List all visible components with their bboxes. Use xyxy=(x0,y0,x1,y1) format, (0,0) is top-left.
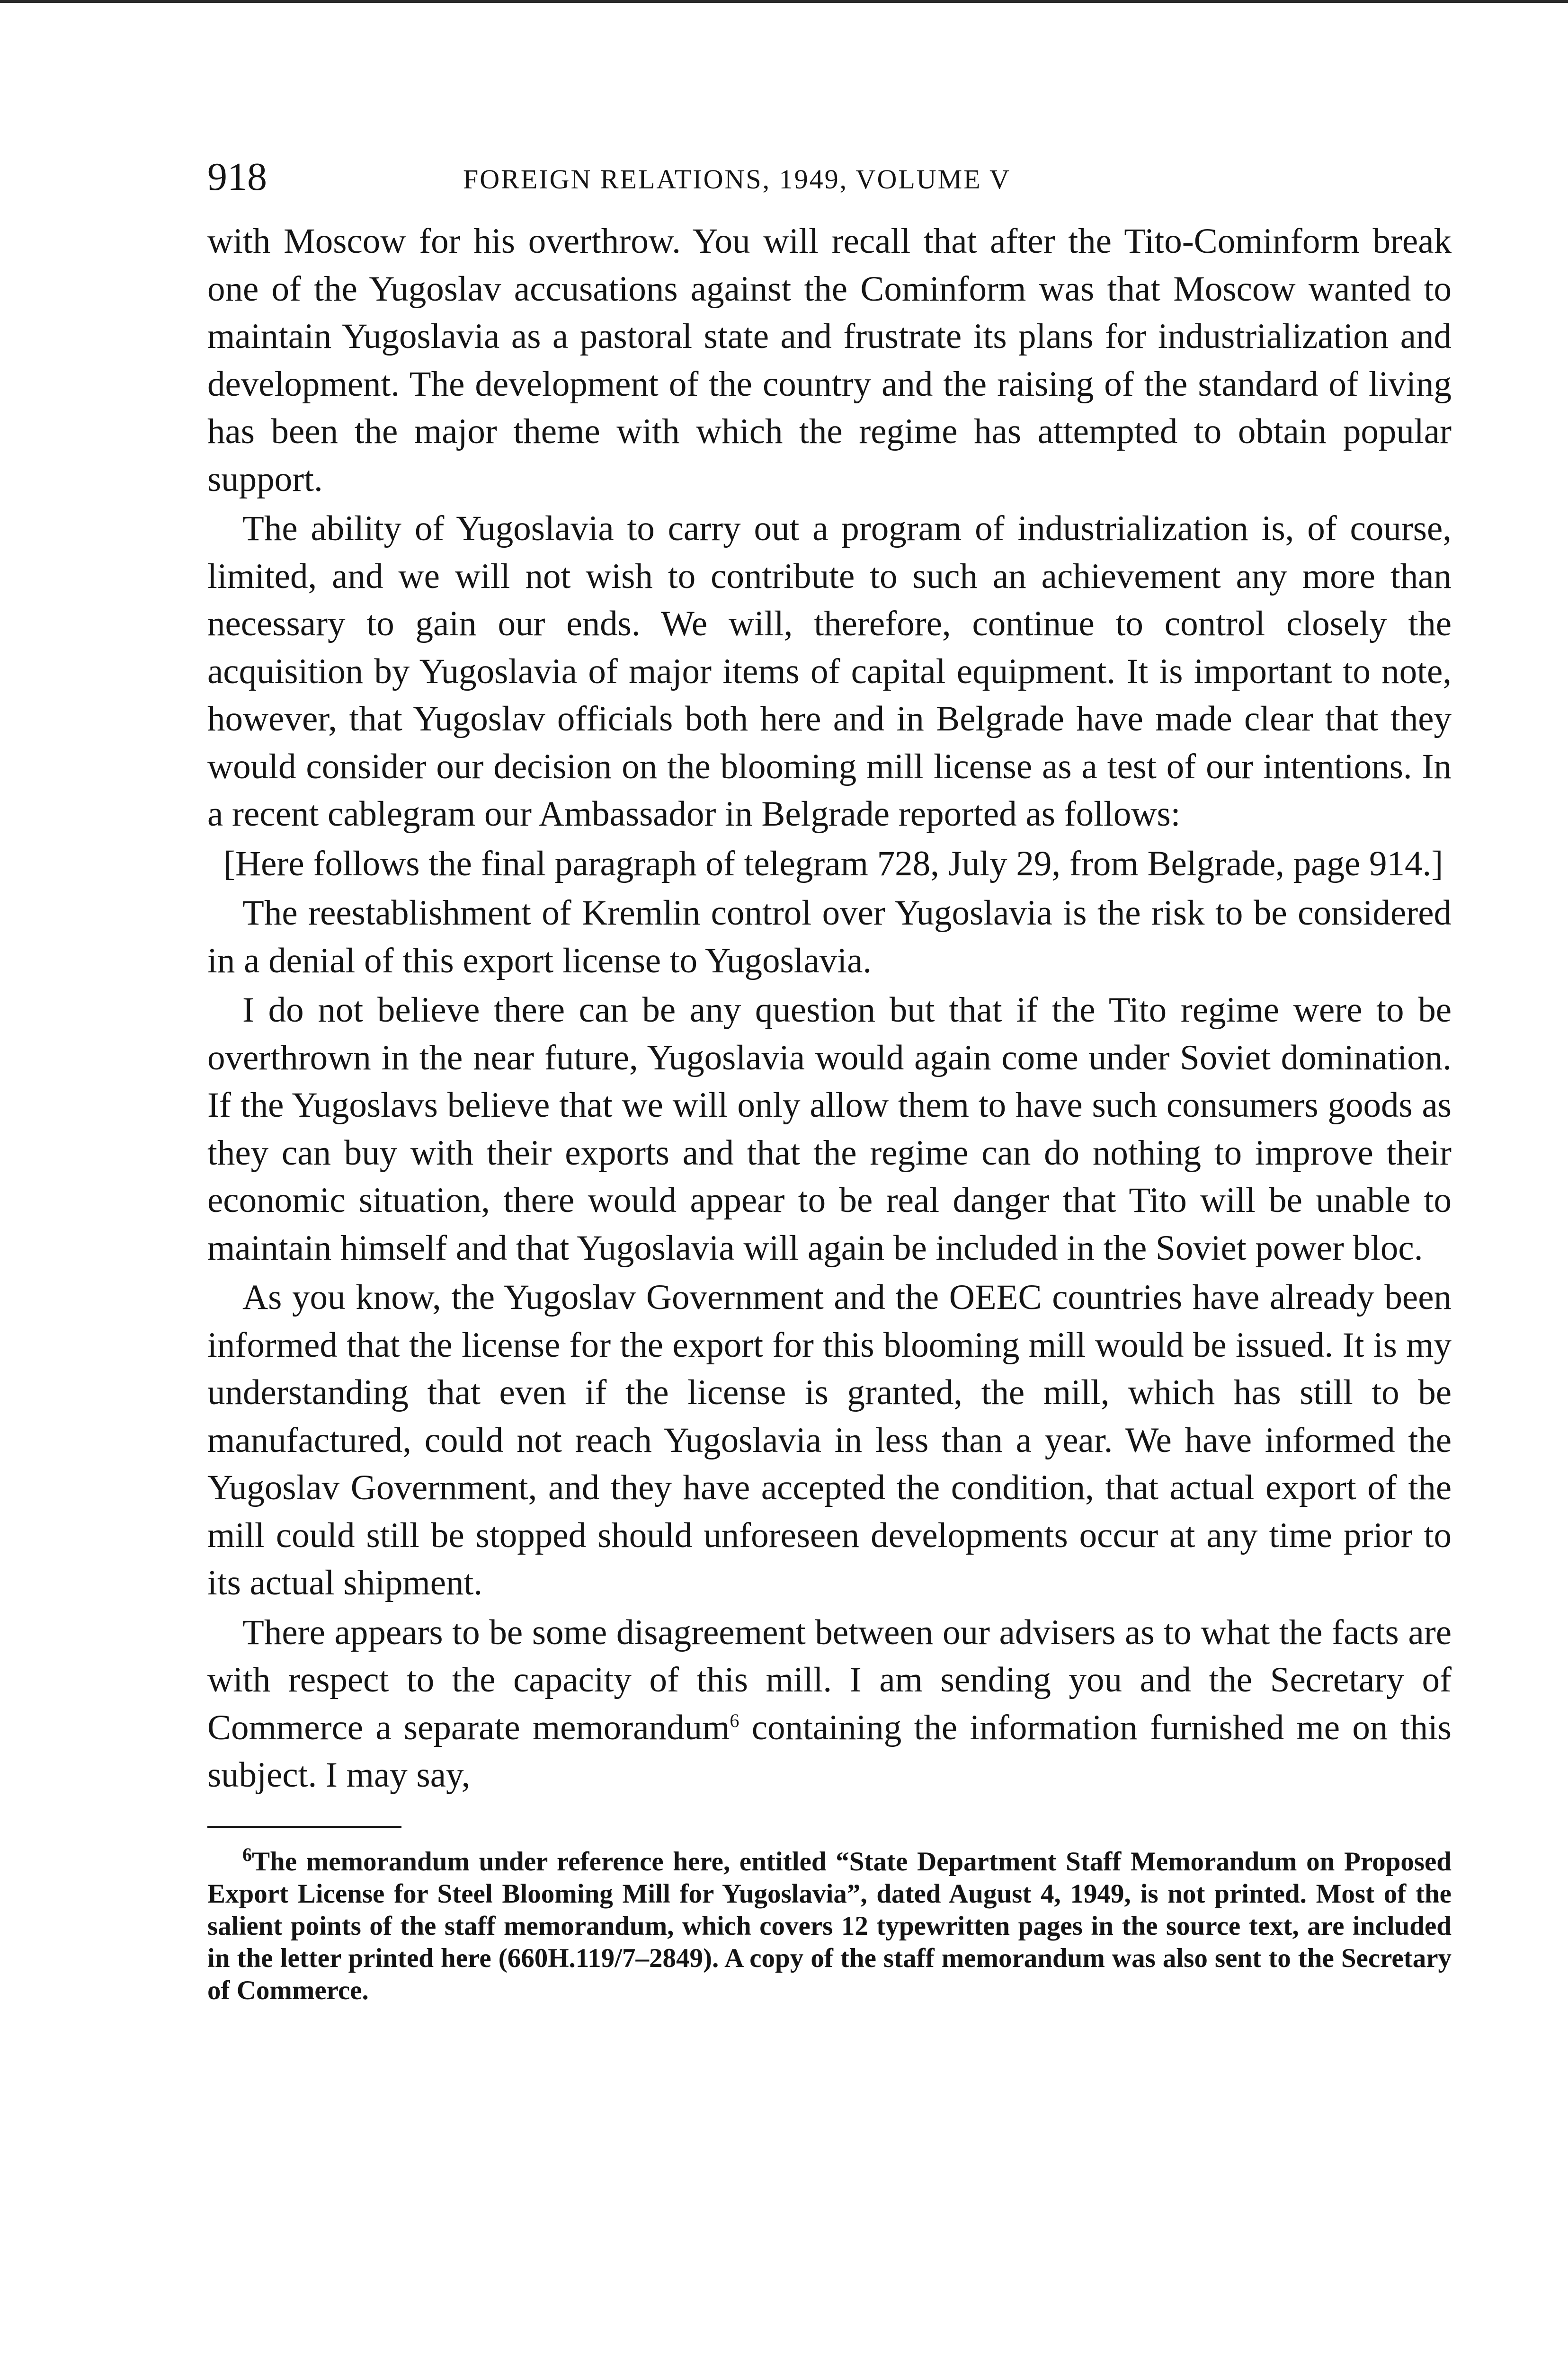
paragraph-mill-capacity-text-end: containing the information furnished me on this subject. I may say, xyxy=(207,1708,1452,1795)
footnote-text: The memorandum under reference here, entitled “State Department Staff Memorandum on Proposed Export License for Steel Blooming Mill for Yugoslavia”, dated August 4, 1949, is not printed. Most of the salient points of the staff memorandum, which covers 12 typewritten pages in the source text, are included in the letter printed here (660H.119/7–2849). A copy of the staff memorandum was also sent to the Secretary of Commerce. xyxy=(207,1846,1452,2005)
paragraph-industrialization: The ability of Yugoslavia to carry out a program of industrialization is, of course, limited, and we will not wish to contribute to such an achievement any more than necessary to gain our ends. We will, therefore, continue to control closely the acquisition by Yugoslavia of major items of capital equipment. It is important to note, however, that Yugoslav officials both here and in Belgrade have made clear that they would consider our decision on the blooming mill license as a test of our intentions. In a recent cablegram our Ambassador in Belgrade reported as follows: xyxy=(207,509,1452,834)
body-text xyxy=(207,218,1452,1799)
footnote-marker: 6 xyxy=(242,1843,252,1865)
paragraph-kremlin-risk: The reestablishment of Kremlin control over Yugoslavia is the risk to be considered in a denial of this export license to Yugoslavia. xyxy=(207,893,1452,980)
paragraph-license-issued: As you know, the Yugoslav Government and the OEEC countries have already been informed that the license for the export for this blooming mill would be issued. It is my understanding that even if the license is granted, the mill, which has still to be manufactured, could not reach Yugoslavia in less than a year. We have informed the Yugoslav Government, and they have accepted the condition, that actual export of the mill could still be stopped should unforeseen developments occur at any time prior to its actual shipment. xyxy=(207,1278,1452,1602)
footnote xyxy=(207,1843,1452,2007)
running-title: FOREIGN RELATIONS, 1949, VOLUME V xyxy=(463,164,1011,195)
footnote-divider xyxy=(207,1826,401,1828)
page-number: 918 xyxy=(207,155,267,199)
page-top-edge xyxy=(0,0,1568,3)
paragraph-editorial-note: [Here follows the final paragraph of telegram 728, July 29, from Belgrade, page 914.] xyxy=(223,844,1443,883)
paragraph-mill-capacity-text: There appears to be some disagreement between our advisers as to what the facts are with respect to the capacity of this mill. I am sending you and the Secretary of Commerce a separate memorandum xyxy=(207,1612,1452,1747)
paragraph-mill-capacity xyxy=(207,1609,1452,1799)
document-page xyxy=(207,151,1452,2007)
paragraph-soviet-domination: I do not believe there can be any question but that if the Tito regime were to be overthrown in the near future, Yugoslavia would again come under Soviet domination. If the Yugoslavs believe that we will only allow them to have such consumers goods as they can buy with their exports and that the regime can do nothing to improve their economic situation, there would appear to be real danger that Tito will be unable to maintain himself and that Yugoslavia will again be included in the Soviet power bloc. xyxy=(207,990,1452,1268)
footnote-reference-marker: 6 xyxy=(730,1709,739,1731)
running-header xyxy=(207,151,1452,218)
paragraph-continuation: with Moscow for his overthrow. You will recall that after the Tito-Cominform break one of the Yugoslav accusations against the Cominform was that Moscow wanted to maintain Yugoslavia as a pastoral state and frustrate its plans for industrialization and development. The development of the country and the raising of the standard of living has been the major theme with which the regime has attempted to obtain popular support. xyxy=(207,222,1452,499)
